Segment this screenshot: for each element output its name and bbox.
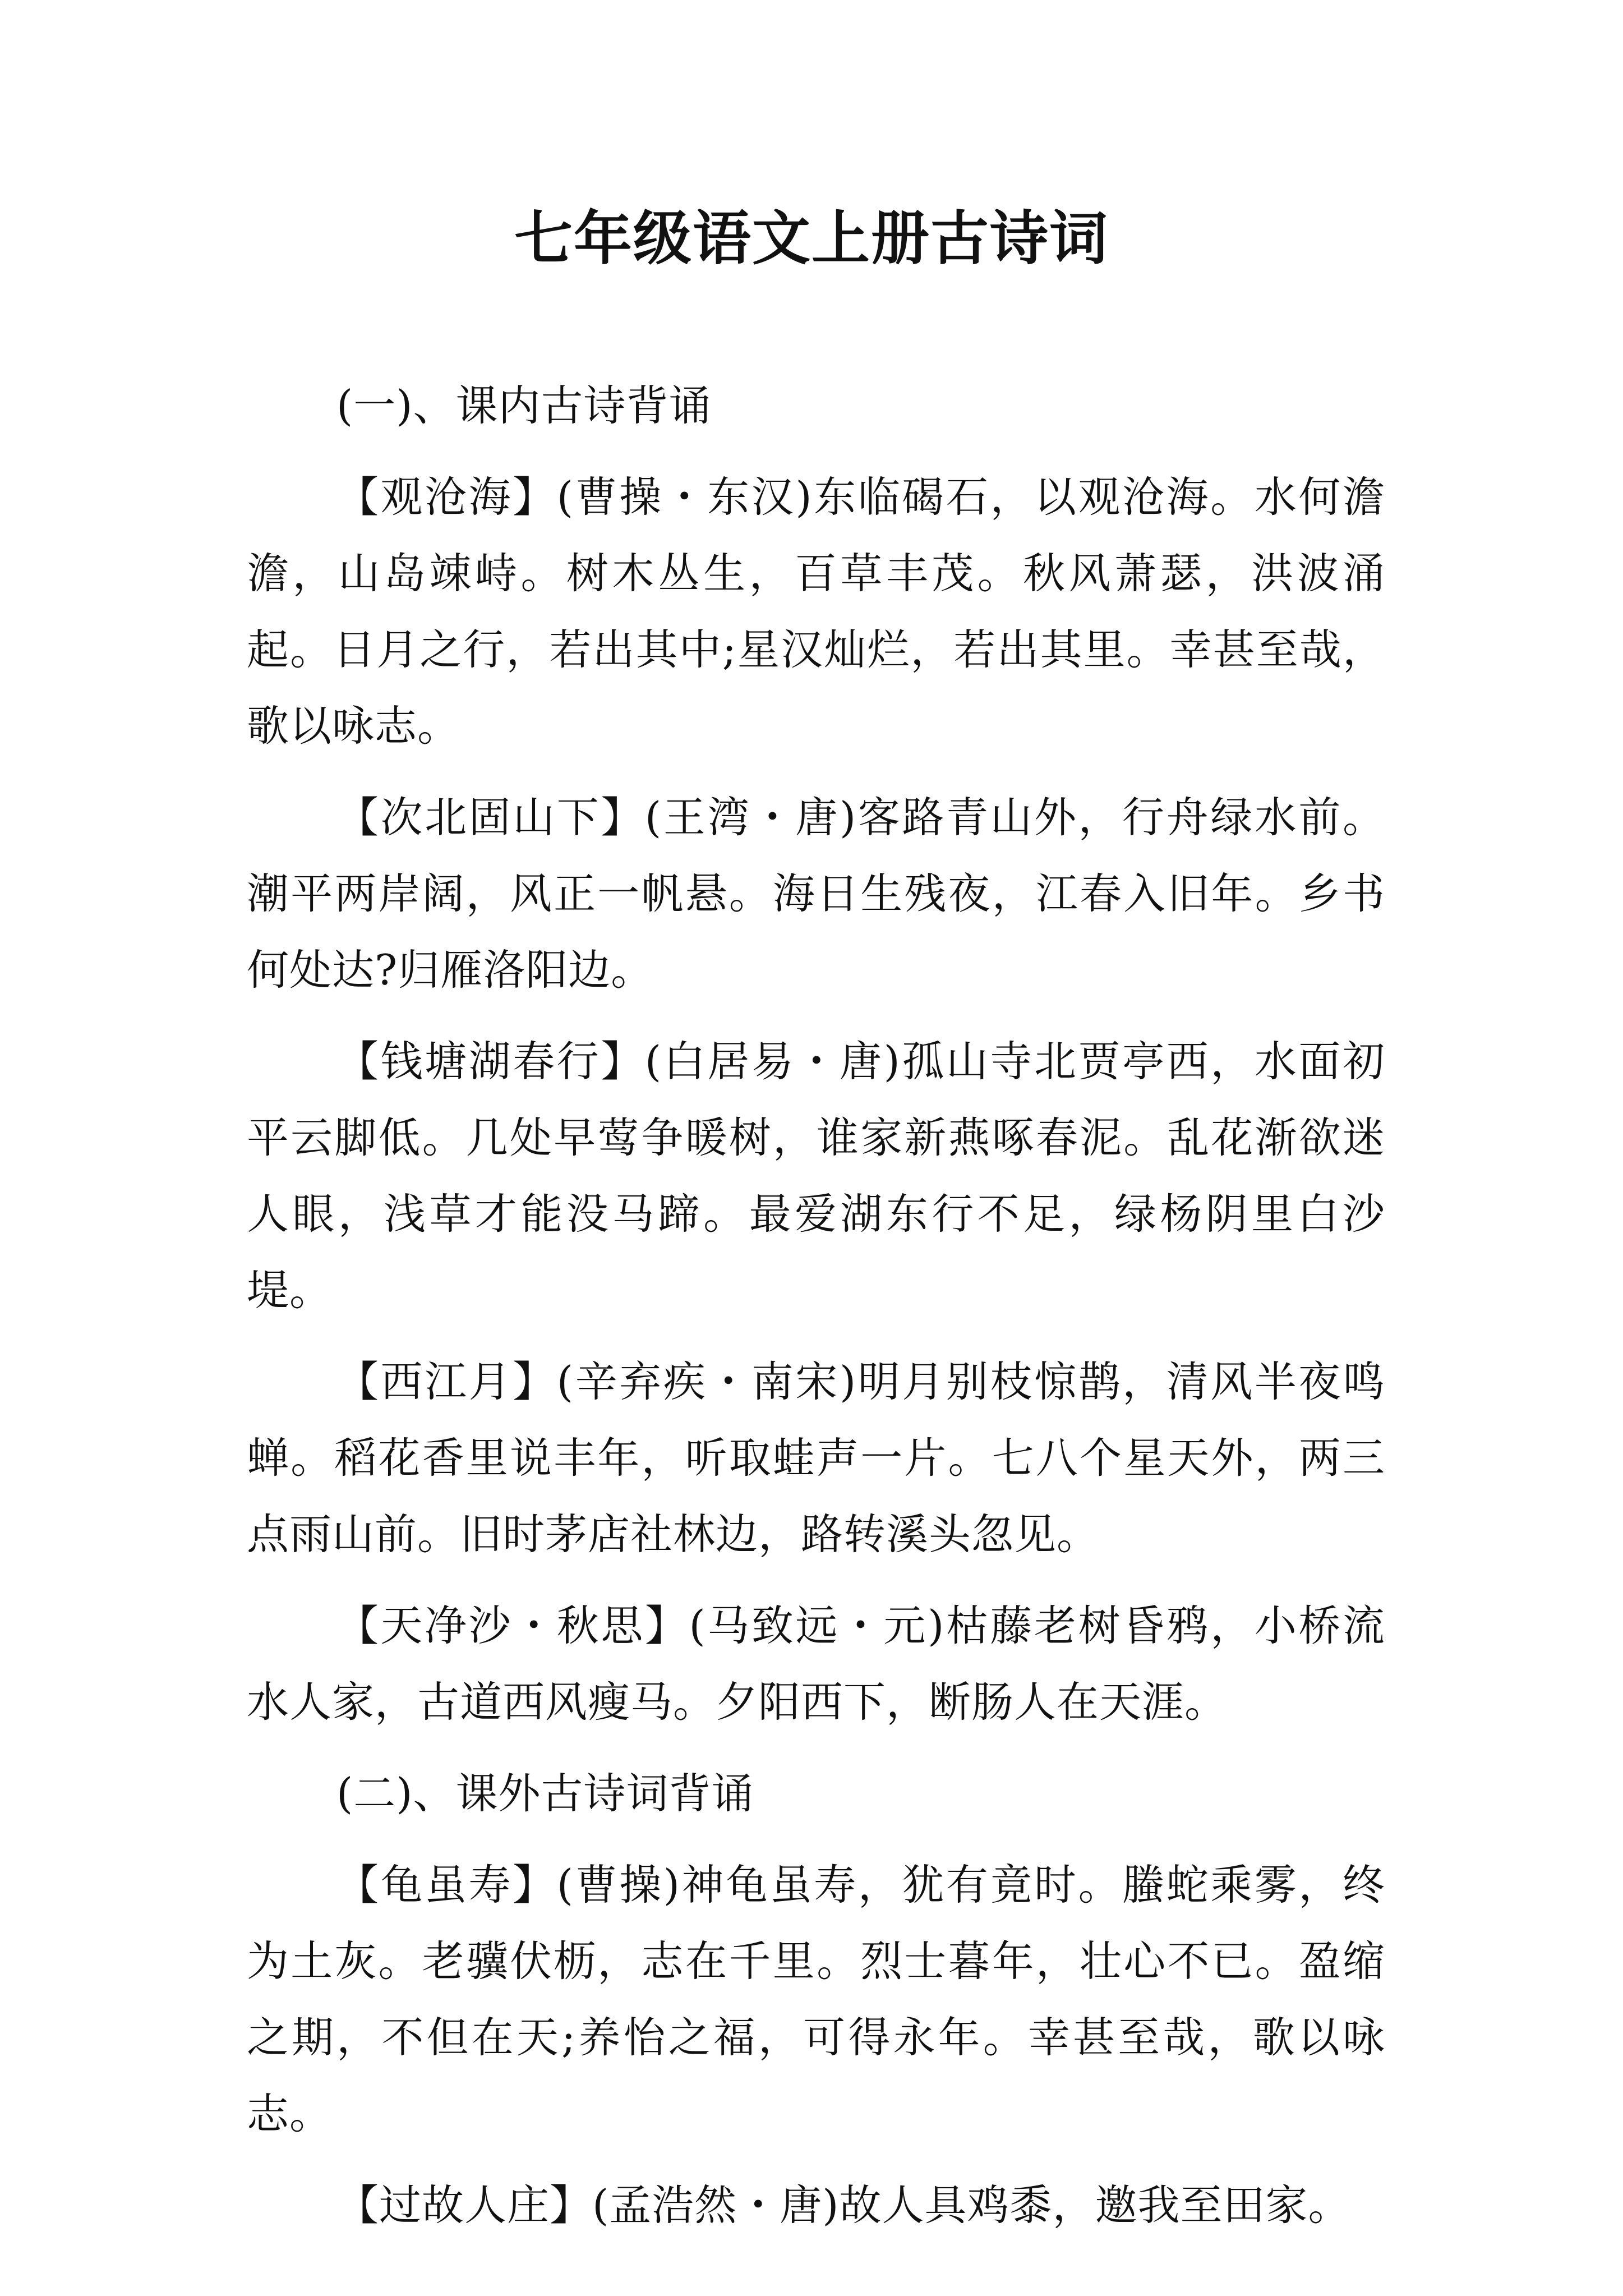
section-heading: (二)、课外古诗词背诵 — [336, 1769, 754, 1818]
poem-guan-cang-hai: 【观沧海】(曹操・东汉)东临碣石，以观沧海。水何澹澹，山岛竦峙。树木丛生，百草丰茂。秋风萧瑟，洪波涌起。日月之行，若出其中;星汉灿烂，若出其里。幸甚至哉，歌以咏志。 — [247, 472, 1385, 751]
poem-tian-jing-sha-qiu-si: 【天净沙・秋思】(马致远・元)枯藤老树昏鸦，小桥流水人家，古道西风瘦马。夕阳西下，断肠人在天涯。 — [247, 1601, 1385, 1727]
poem-gui-sui-shou: 【龟虽寿】(曹操)神龟虽寿，犹有竟时。螣蛇乘雾，终为土灰。老骥伏枥，志在千里。烈士暮年，壮心不已。盈缩之期，不但在天;养怡之福，可得永年。幸甚至哉，歌以咏志。 — [247, 1860, 1385, 2138]
poem-ci-bei-gu-shan-xia: 【次北固山下】(王湾・唐)客路青山外，行舟绿水前。潮平两岸阔，风正一帆悬。海日生残夜，江春入旧年。乡书何处达?归雁洛阳边。 — [247, 793, 1385, 995]
poem-guo-gu-ren-zhuang: 【过故人庄】(孟浩然・唐)故人具鸡黍，邀我至田家。 — [336, 2180, 1351, 2230]
document-body — [247, 367, 1385, 2258]
poem-xi-jiang-yue: 【西江月】(辛弃疾・南宋)明月别枝惊鹊，清风半夜鸣蝉。稻花香里说丰年，听取蛙声一片。七八个星天外，两三点雨山前。旧时茅店社林边，路转溪头忽见。 — [247, 1357, 1385, 1559]
document-title: 七年级语文上册古诗词 — [514, 204, 1109, 273]
section-heading: (一)、课内古诗背诵 — [336, 381, 712, 430]
poem-qian-tang-hu-chun-xing: 【钱塘湖春行】(白居易・唐)孤山寺北贾亭西，水面初平云脚低。几处早莺争暖树，谁家新燕啄春泥。乱花渐欲迷人眼，浅草才能没马蹄。最爱湖东行不足，绿杨阴里白沙堤。 — [247, 1037, 1385, 1315]
